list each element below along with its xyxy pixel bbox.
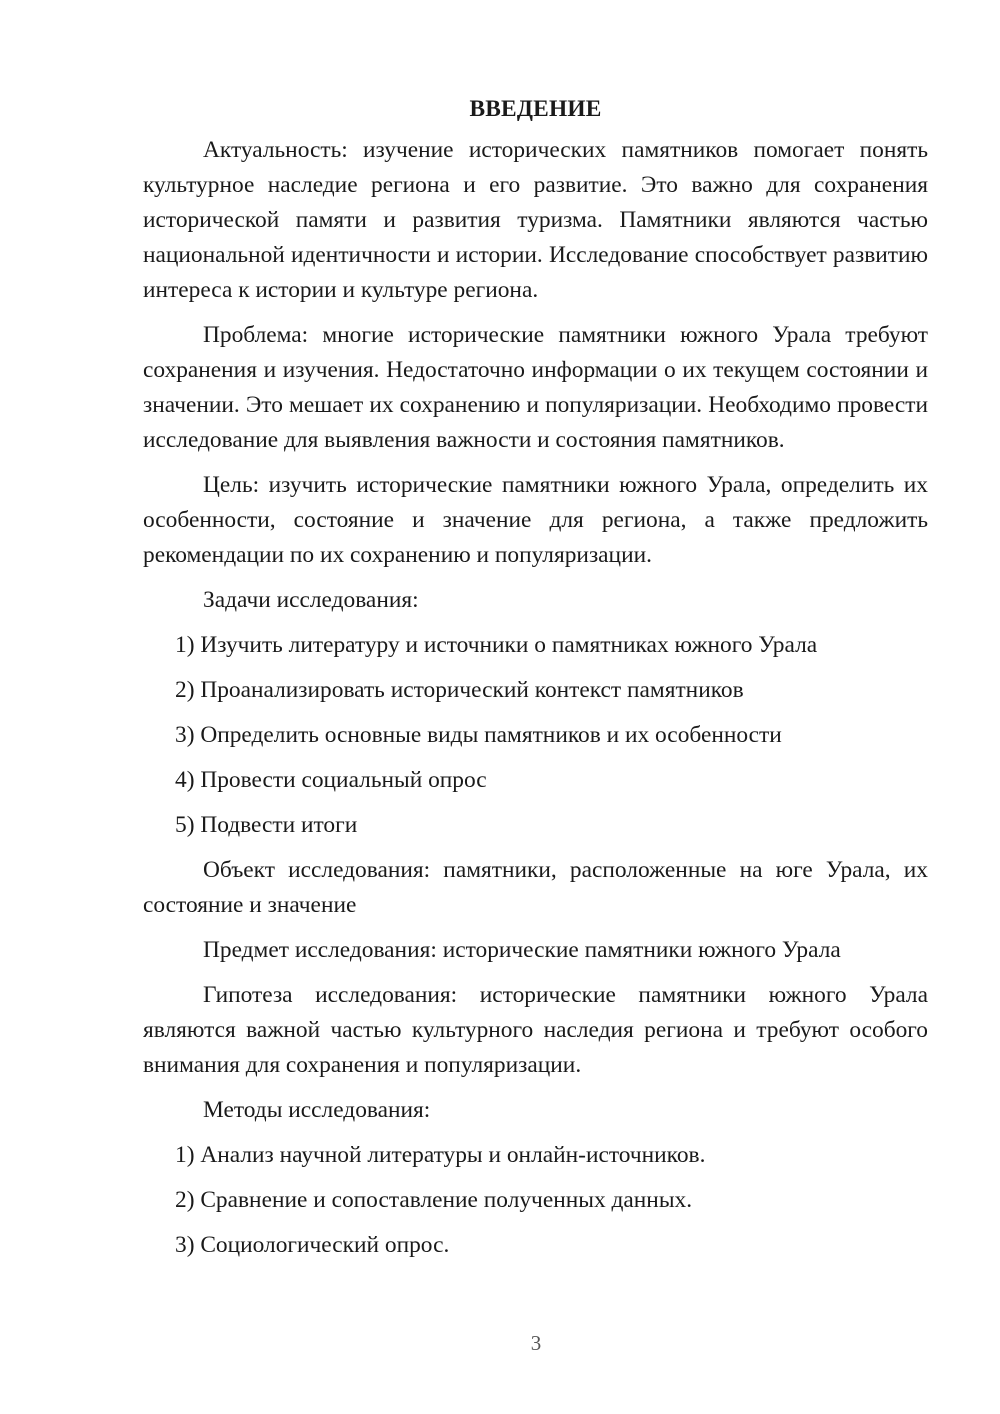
list-item: 2) Сравнение и сопоставление полученных данных. bbox=[175, 1187, 693, 1213]
paragraph-hypothesis: Гипотеза исследования: исторические памятники южного Урала являются важной частью культурного наследия региона и требуют особого внимания для сохранения и популяризации. bbox=[143, 982, 928, 1078]
paragraph-subject: Предмет исследования: исторические памятники южного Урала bbox=[203, 937, 841, 963]
list-item: 5) Подвести итоги bbox=[175, 812, 358, 838]
list-item: 2) Проанализировать исторический контекст памятников bbox=[175, 677, 744, 703]
methods-list bbox=[143, 1138, 928, 1263]
tasks-title: Задачи исследования: bbox=[203, 587, 419, 613]
list-item: 3) Определить основные виды памятников и их особенности bbox=[175, 722, 782, 748]
page-number: 3 bbox=[530, 1331, 542, 1355]
paragraph-object: Объект исследования: памятники, расположенные на юге Урала, их состояние и значение bbox=[143, 857, 928, 918]
section-heading: ВВЕДЕНИЕ bbox=[469, 96, 602, 122]
list-item: 1) Анализ научной литературы и онлайн-источников. bbox=[175, 1142, 706, 1168]
list-item: 1) Изучить литературу и источники о памятниках южного Урала bbox=[175, 632, 818, 658]
list-item: 4) Провести социальный опрос bbox=[175, 767, 487, 793]
paragraph-goal: Цель: изучить исторические памятники южного Урала, определить их особенности, состояние и значение для региона, а также предложить рекомендации по их сохранению и популяризации. bbox=[143, 472, 928, 568]
paragraph-problem: Проблема: многие исторические памятники южного Урала требуют сохранения и изучения. Недостаточно информации о их текущем состоянии и значении. Это мешает их сохранению и популяризации. Необходимо провести исследование для выявления важности и состояния памятников. bbox=[143, 322, 928, 453]
tasks-list bbox=[143, 628, 928, 843]
methods-title: Методы исследования: bbox=[203, 1097, 431, 1123]
list-item: 3) Социологический опрос. bbox=[175, 1232, 450, 1258]
paragraph-relevance: Актуальность: изучение исторических памятников помогает понять культурное наследие региона и его развитие. Это важно для сохранения исторической памяти и развития туризма. Памятники являются частью национальной идентичности и истории. Исследование способствует развитию интереса к истории и культуре региона. bbox=[143, 137, 928, 303]
document-page bbox=[143, 92, 928, 1273]
